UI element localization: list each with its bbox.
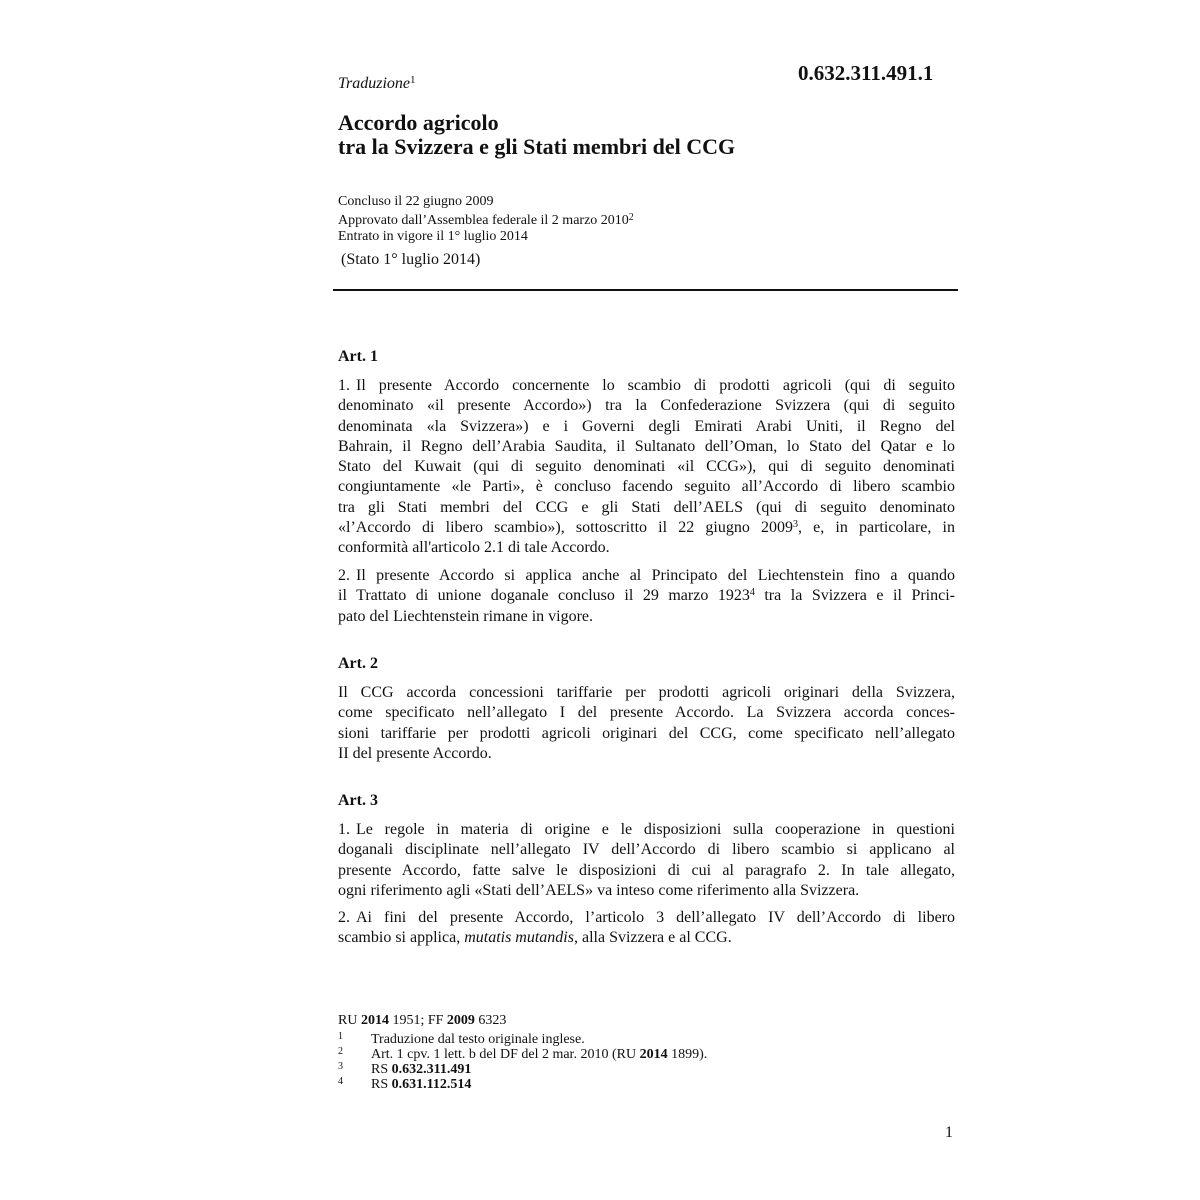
concluded-date: Concluso il 22 giugno 2009 (338, 194, 494, 209)
document-title (338, 111, 735, 159)
article-1-paragraph-1: 1. Il presente Accordo concernente lo scambio di prodotti agricoli (qui di seguito denominato «il presente Accordo») tra la Confederazione Svizzera (qui di seguito denominata «la Svizzera») e i Governi degli Emirati Arabi Uniti, il Regno del Bahrain, il Regno dell’Arabia Saudita, il Sultanato dell’Oman, lo Stato del Qatar e lo Stato del Kuwait (qui di seguito denominati «il CCG»), qui di seguito denominati congiuntamente «le Parti», è concluso facendo seguito all’Accordo di libero scambio tra gli Stati membri del CCG e gli Stati dell’AELS (qui di seguito denominato «l’Accordo di libero scambio»), sottoscritto il 22 giugno 2009$^3$, e, in particolare, in conformità all'articolo 2.1 di tale Accordo. (338, 377, 956, 557)
article-3-paragraph-1: 1. Le regole in materia di origine e le disposizioni sulla cooperazione in questioni doganali disciplinate nell’allegato IV dell’Accordo di libero scambio si applicano al presente Accordo, fatte salve le disposizioni di cui al paragrafo 2. In tale allegato, ogni riferimento agli «Stati dell’AELS» va inteso come riferimento alla Svizzera. (338, 821, 955, 899)
footnote-ref-2[interactable]: 2 (628, 212, 634, 223)
header-divider (333, 289, 958, 291)
article-3-heading: Art. 3 (338, 792, 378, 809)
footnote-ref-1[interactable]: 1 (410, 74, 416, 86)
article-1-heading: Art. 1 (338, 348, 378, 365)
translation-text: Traduzione (338, 75, 411, 92)
footnote-3: 3 RS 0.632.311.491 (338, 1061, 472, 1077)
document-meta (338, 194, 634, 245)
footnote-1: 1 Traduzione dal testo originale inglese. (338, 1031, 585, 1047)
approved-date: Approvato dall’Assemblea federale il 2 marzo 2010$^2$ (338, 212, 634, 228)
footnote-ref-3[interactable]: 3 (792, 519, 798, 531)
title-line-1: Accordo agricolo (338, 110, 499, 135)
title-line-2: tra la Svizzera e gli Stati membri del CCG (338, 134, 736, 159)
publication-reference: RU 2014 1951; FF 2009 6323 (338, 1013, 507, 1028)
article-2-heading: Art. 2 (338, 655, 378, 672)
footnote-4: 4 RS 0.631.112.514 (338, 1076, 472, 1092)
footnotes (338, 1013, 707, 1092)
page-number: 1 (945, 1124, 953, 1141)
in-force-date: Entrato in vigore il 1° luglio 2014 (338, 229, 528, 244)
article-2-paragraph: Il CCG accorda concessioni tariffarie per prodotti agricoli originari della Svizzera, come specificato nell’allegato I del presente Accordo. La Svizzera accorda conces- sioni tariffarie per prodotti agricoli originari del CCG, come specificato nell’allegato II del presente Accordo. (338, 684, 955, 762)
article-1-paragraph-2: 2. Il presente Accordo si applica anche al Principato del Liechtenstein fino a quando il Trattato di unione doganale concluso il 29 marzo 1923$^4$ tra la Svizzera e il Princi- pato del Liechtenstein rimane in vigore. (338, 567, 955, 625)
status-date: (Stato 1° luglio 2014) (341, 251, 481, 268)
footnote-ref-4[interactable]: 4 (749, 587, 755, 599)
translation-label (338, 74, 416, 93)
footnote-2: 2 Art. 1 cpv. 1 lett. b del DF del 2 mar. 2010 (RU 2014 1899). (338, 1046, 708, 1062)
document-number: 0.632.311.491.1 (798, 61, 934, 85)
article-3-paragraph-2: 2. Ai fini del presente Accordo, l’articolo 3 dell’allegato IV dell’Accordo di libero scambio si applica, mutatis mutandis, alla Svizzera e al CCG. (338, 909, 955, 947)
